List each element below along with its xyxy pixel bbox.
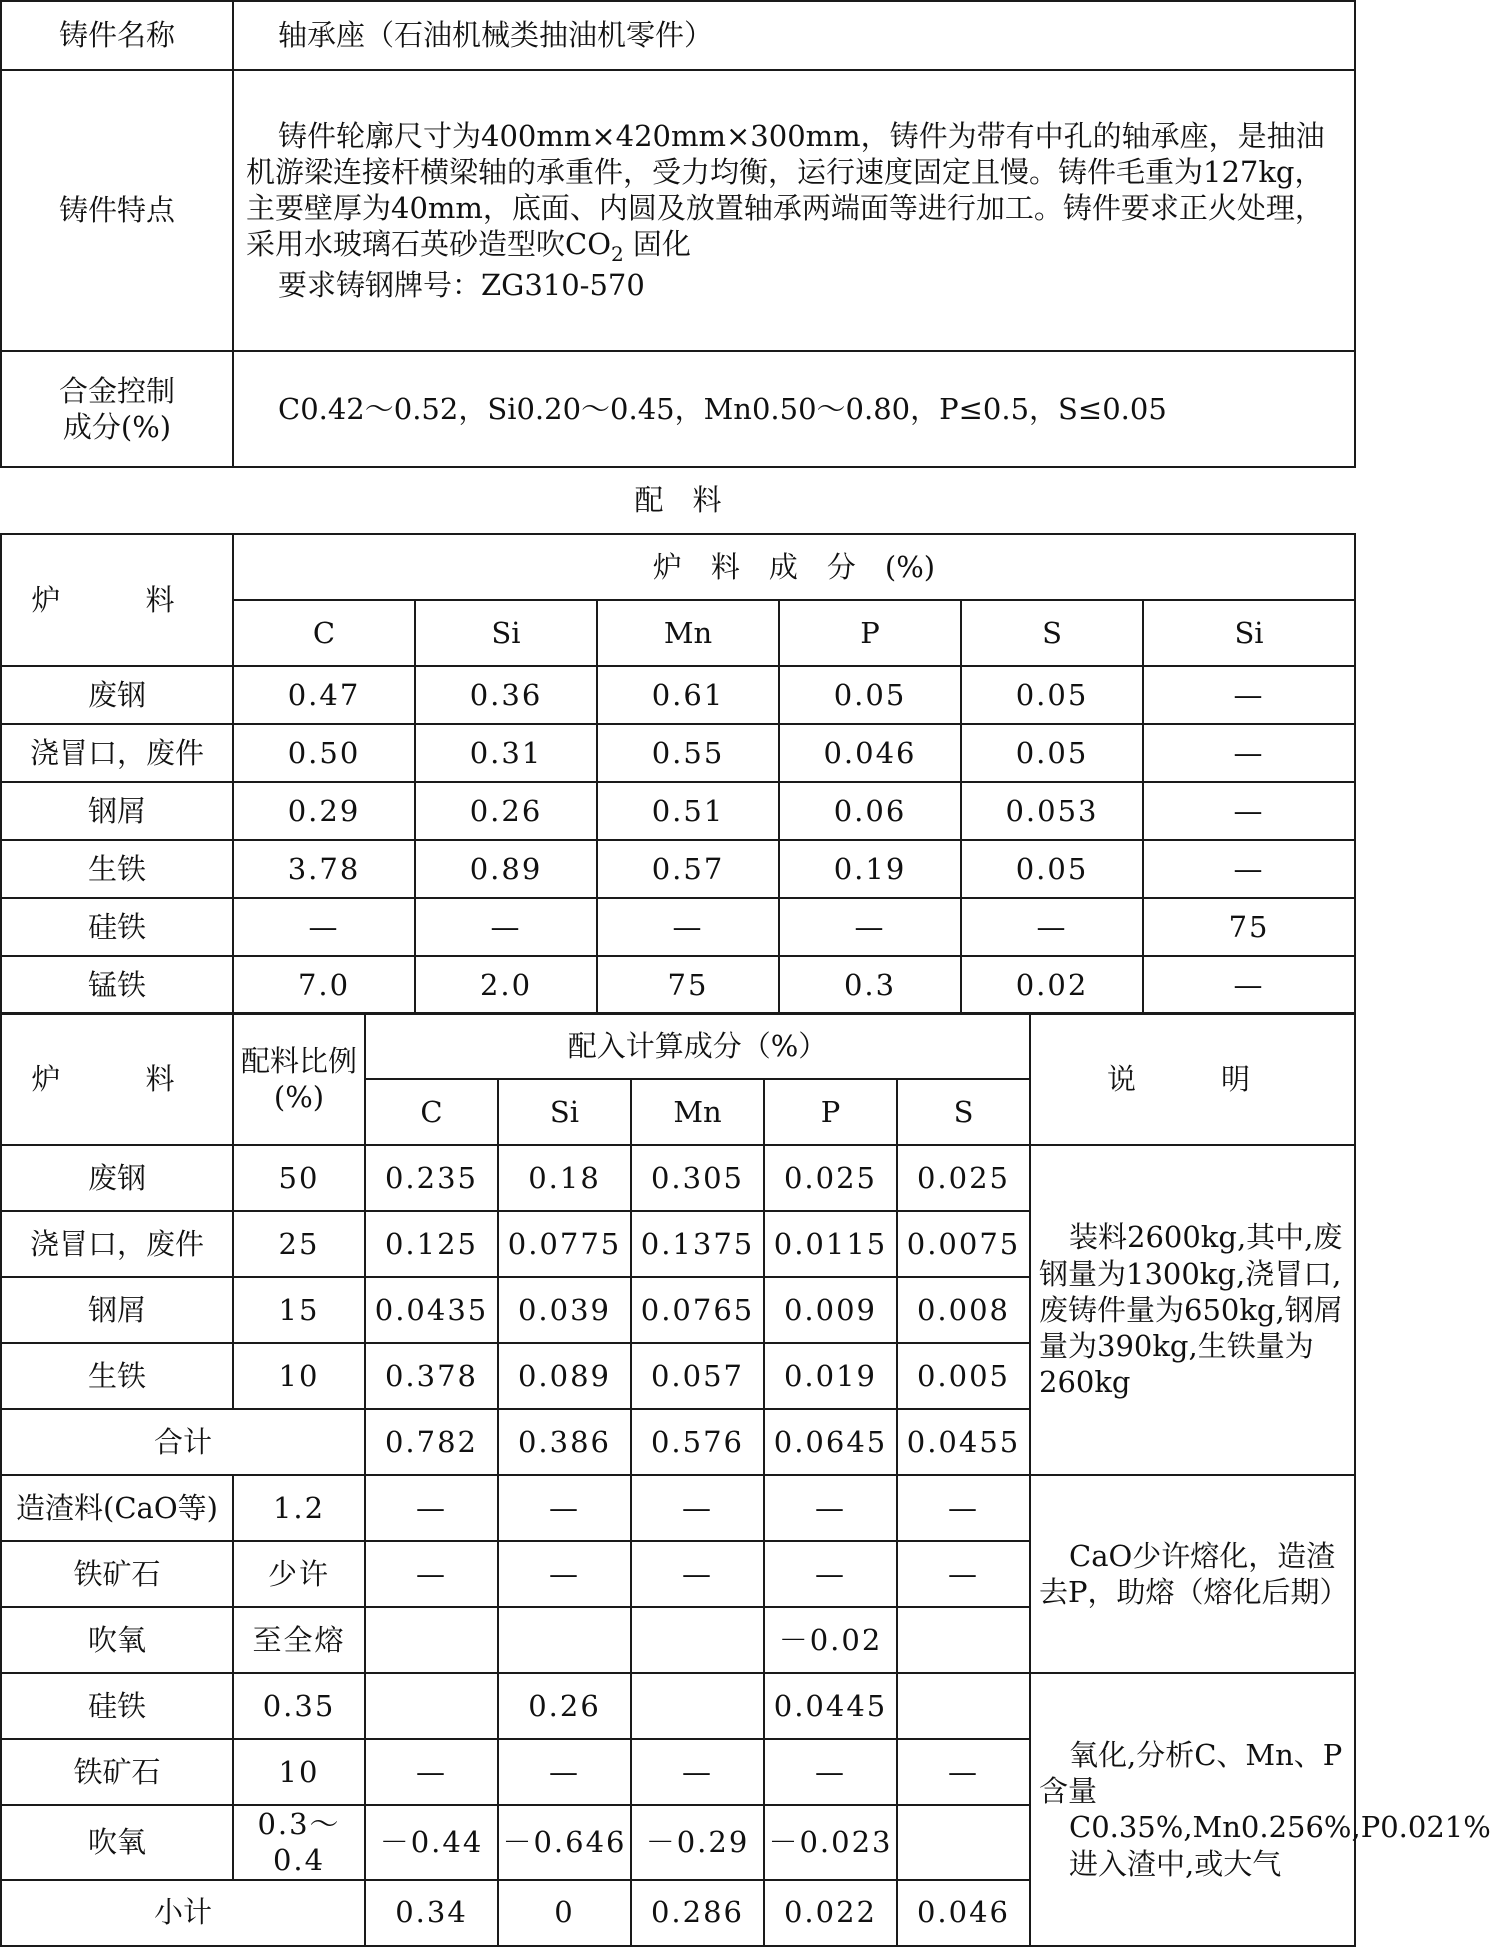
calc-cell: — — [631, 1739, 764, 1805]
composition-cell: 0.57 — [597, 840, 779, 898]
composition-cell: 0.05 — [961, 724, 1143, 782]
composition-cell: 0.61 — [597, 666, 779, 724]
calc-cell: 0.26 — [498, 1673, 631, 1739]
calc-cell: －0.023 — [764, 1805, 897, 1880]
table-row — [1, 840, 1355, 898]
calc-cell: 0.005 — [897, 1343, 1030, 1409]
composition-cell: 3.78 — [233, 840, 415, 898]
composition-cell: — — [597, 898, 779, 956]
calc-cell — [631, 1673, 764, 1739]
table-row — [1, 666, 1355, 724]
note-slag-text: CaO少许熔化，造渣去P，助熔（熔化后期） — [1039, 1538, 1349, 1609]
composition-cell: 0.3 — [779, 956, 961, 1014]
calc-cell: 0.025 — [764, 1145, 897, 1211]
calc-cell: 0.008 — [897, 1277, 1030, 1343]
material-name: 铁矿石 — [1, 1739, 233, 1805]
section-title: 配 料 — [1, 467, 1355, 534]
material-name: 铁矿石 — [1, 1541, 233, 1607]
casting-name-label: 铸件名称 — [1, 1, 233, 70]
calc-col-header: S — [897, 1079, 1030, 1145]
calc-cell: — — [897, 1739, 1030, 1805]
material-name: 吹氧 — [1, 1607, 233, 1673]
calc-cell — [365, 1607, 498, 1673]
composition-cell: 0.05 — [779, 666, 961, 724]
feature-text-end: 固化 — [623, 227, 691, 262]
ratio-cell: 少许 — [233, 1541, 365, 1607]
composition-cell: 0.26 — [415, 782, 597, 840]
composition-cell: 0.47 — [233, 666, 415, 724]
charge-col-header: C — [233, 600, 415, 666]
note-oxidation-text: C0.35%,Mn0.256%,P0.021% — [1069, 1810, 1491, 1845]
composition-cell: 0.51 — [597, 782, 779, 840]
composition-cell: 0.89 — [415, 840, 597, 898]
calc-cell — [897, 1805, 1030, 1880]
feature-text-sub: 2 — [610, 242, 624, 267]
calc-cell: — — [365, 1541, 498, 1607]
calc-col-header: Mn — [631, 1079, 764, 1145]
calc-cell: 0.0765 — [631, 1277, 764, 1343]
material-name: 浇冒口，废件 — [1, 724, 233, 782]
casting-feature-label: 铸件特点 — [1, 70, 233, 351]
calc-cell: 0.0435 — [365, 1277, 498, 1343]
calc-cell — [631, 1607, 764, 1673]
composition-cell: — — [1143, 724, 1355, 782]
composition-cell: 0.31 — [415, 724, 597, 782]
alloy-row — [1, 351, 1355, 467]
calc-cell: －0.44 — [365, 1805, 498, 1880]
ratio-cell: 10 — [233, 1343, 365, 1409]
charge-col-header: Mn — [597, 600, 779, 666]
material-name: 硅铁 — [1, 1673, 233, 1739]
ratio-header-line2: (%) — [273, 1080, 325, 1114]
calc-cell: 0.125 — [365, 1211, 498, 1277]
alloy-label-line1: 合金控制 — [58, 373, 175, 408]
calc-cell: 0.0115 — [764, 1211, 897, 1277]
calc-row-header: 炉 料 — [1, 1013, 233, 1145]
charge-col-header: Si — [1143, 600, 1355, 666]
calc-ratio-header — [233, 1013, 365, 1145]
calc-cell — [897, 1673, 1030, 1739]
charge-col-header: S — [961, 600, 1143, 666]
ratio-cell: 10 — [233, 1739, 365, 1805]
material-name: 生铁 — [1, 840, 233, 898]
charge-group-header: 炉 料 成 分 (%) — [233, 534, 1355, 600]
composition-cell: — — [1143, 840, 1355, 898]
calc-cell — [498, 1607, 631, 1673]
composition-cell: — — [1143, 666, 1355, 724]
composition-cell: 0.36 — [415, 666, 597, 724]
charge-row-header: 炉 料 — [1, 534, 233, 666]
material-name: 锰铁 — [1, 956, 233, 1014]
table-row — [1, 956, 1355, 1014]
material-name: 生铁 — [1, 1343, 233, 1409]
composition-cell: — — [1143, 956, 1355, 1014]
calc-cell: 0.009 — [764, 1277, 897, 1343]
calc-cell: 0.089 — [498, 1343, 631, 1409]
table-row — [1, 782, 1355, 840]
material-name: 硅铁 — [1, 898, 233, 956]
material-name: 钢屑 — [1, 1277, 233, 1343]
calc-cell: — — [897, 1541, 1030, 1607]
calc-cell: — — [631, 1541, 764, 1607]
composition-cell: 0.02 — [961, 956, 1143, 1014]
total-cell: 0.386 — [498, 1409, 631, 1475]
composition-cell: 0.046 — [779, 724, 961, 782]
composition-cell: 0.55 — [597, 724, 779, 782]
alloy-value: C0.42～0.52，Si0.20～0.45，Mn0.50～0.80，P≤0.5，S≤0.05 — [233, 351, 1355, 467]
alloy-label-line2: 成分(%) — [62, 410, 172, 444]
note-oxidation-text: 氧化,分析C、Mn、P含量 — [1039, 1737, 1343, 1808]
calc-cell: －0.02 — [764, 1607, 897, 1673]
composition-cell: 0.05 — [961, 666, 1143, 724]
calculation-table — [0, 1012, 1491, 1947]
total-cell: 0.046 — [897, 1880, 1030, 1946]
composition-cell: 2.0 — [415, 956, 597, 1014]
calc-cell: — — [498, 1541, 631, 1607]
table-row — [1, 898, 1355, 956]
total-cell: 0 — [498, 1880, 631, 1946]
section-title-row — [1, 467, 1355, 534]
calc-cell: — — [365, 1739, 498, 1805]
ratio-cell: 25 — [233, 1211, 365, 1277]
charge-col-header: P — [779, 600, 961, 666]
composition-cell: 0.19 — [779, 840, 961, 898]
calc-cell: — — [498, 1739, 631, 1805]
calc-col-header: Si — [498, 1079, 631, 1145]
ratio-cell: 50 — [233, 1145, 365, 1211]
note-oxidation — [1030, 1673, 1491, 1946]
composition-cell: 0.053 — [961, 782, 1143, 840]
total-cell: 0.286 — [631, 1880, 764, 1946]
calc-cell: — — [764, 1541, 897, 1607]
calc-cell: －0.29 — [631, 1805, 764, 1880]
calc-cell: — — [498, 1475, 631, 1541]
total-label: 合计 — [1, 1409, 365, 1475]
table-row — [1, 1145, 1355, 1211]
ratio-cell: 0.3～0.4 — [233, 1805, 365, 1880]
composition-cell: — — [415, 898, 597, 956]
composition-cell: 0.05 — [961, 840, 1143, 898]
total-cell: 0.34 — [365, 1880, 498, 1946]
calc-cell: －0.646 — [498, 1805, 631, 1880]
total-cell: 0.782 — [365, 1409, 498, 1475]
casting-name-row — [1, 1, 1355, 70]
alloy-label — [1, 351, 233, 467]
calc-cell: 0.0775 — [498, 1211, 631, 1277]
table-row — [1, 724, 1355, 782]
calc-cell: 0.378 — [365, 1343, 498, 1409]
total-cell: 0.576 — [631, 1409, 764, 1475]
note-slag — [1030, 1475, 1355, 1673]
calc-cell: — — [631, 1475, 764, 1541]
composition-cell: 0.06 — [779, 782, 961, 840]
ratio-cell: 至全熔 — [233, 1607, 365, 1673]
table-row — [1, 1475, 1355, 1541]
material-name: 废钢 — [1, 666, 233, 724]
casting-feature-text — [233, 70, 1355, 351]
composition-cell: 75 — [597, 956, 779, 1014]
calc-cell: 0.019 — [764, 1343, 897, 1409]
casting-feature-row — [1, 70, 1355, 351]
calc-cell: — — [897, 1475, 1030, 1541]
composition-cell: — — [1143, 782, 1355, 840]
calc-cell: 0.057 — [631, 1343, 764, 1409]
charge-composition-table — [0, 0, 1356, 535]
calc-cell: 0.1375 — [631, 1211, 764, 1277]
charge-col-header: Si — [415, 600, 597, 666]
ratio-header-line1: 配料比例 — [240, 1043, 357, 1078]
calc-col-header: P — [764, 1079, 897, 1145]
composition-cell: — — [961, 898, 1143, 956]
composition-cell: — — [233, 898, 415, 956]
total-cell: 0.0455 — [897, 1409, 1030, 1475]
note-oxidation-text: 进入渣中,或大气 — [1069, 1846, 1282, 1881]
calc-cell: — — [365, 1475, 498, 1541]
calc-group-header: 配入计算成分（%） — [365, 1013, 1030, 1079]
calc-cell: 0.305 — [631, 1145, 764, 1211]
feature-text-main: 铸件轮廓尺寸为400mm×420mm×300mm，铸件为带有中孔的轴承座，是抽油机游梁连接杆横梁轴的承重件，受力均衡，运行速度固定且慢。铸件毛重为127kg，主要壁厚为40mm，底面、内圆及放置轴承两端面等进行加工。铸件要求正火处理，采用水玻璃石英砂造型吹CO — [246, 118, 1325, 262]
calc-cell — [365, 1673, 498, 1739]
material-name: 造渣料(CaO等) — [1, 1475, 233, 1541]
calc-cell: 0.0075 — [897, 1211, 1030, 1277]
calc-cell: 0.025 — [897, 1145, 1030, 1211]
calc-note-header: 说 明 — [1030, 1013, 1355, 1145]
calc-cell: — — [764, 1739, 897, 1805]
ratio-cell: 1.2 — [233, 1475, 365, 1541]
total-label: 小计 — [1, 1880, 365, 1946]
composition-cell: 7.0 — [233, 956, 415, 1014]
material-name: 浇冒口，废件 — [1, 1211, 233, 1277]
raw-material-table — [0, 533, 1356, 1015]
ratio-cell: 0.35 — [233, 1673, 365, 1739]
material-name: 吹氧 — [1, 1805, 233, 1880]
calc-cell: — — [764, 1475, 897, 1541]
calc-cell: 0.039 — [498, 1277, 631, 1343]
composition-cell: — — [779, 898, 961, 956]
composition-cell: 75 — [1143, 898, 1355, 956]
steel-grade-text: 要求铸钢牌号：ZG310-570 — [278, 268, 645, 303]
total-cell: 0.022 — [764, 1880, 897, 1946]
calc-cell: 0.235 — [365, 1145, 498, 1211]
calc-cell: 0.0445 — [764, 1673, 897, 1739]
calc-cell: 0.18 — [498, 1145, 631, 1211]
table-row — [1, 1673, 1355, 1739]
note-charging-text: 装料2600kg,其中,废钢量为1300kg,浇冒口,废铸件量为650kg,钢屑量为390kg,生铁量为260kg — [1039, 1220, 1343, 1400]
composition-cell: 0.50 — [233, 724, 415, 782]
ratio-cell: 15 — [233, 1277, 365, 1343]
calc-cell — [897, 1607, 1030, 1673]
calc-col-header: C — [365, 1079, 498, 1145]
material-name: 废钢 — [1, 1145, 233, 1211]
composition-cell: 0.29 — [233, 782, 415, 840]
note-charging — [1030, 1145, 1355, 1475]
casting-name-value: 轴承座（石油机械类抽油机零件） — [233, 1, 1355, 70]
total-cell: 0.0645 — [764, 1409, 897, 1475]
material-name: 钢屑 — [1, 782, 233, 840]
